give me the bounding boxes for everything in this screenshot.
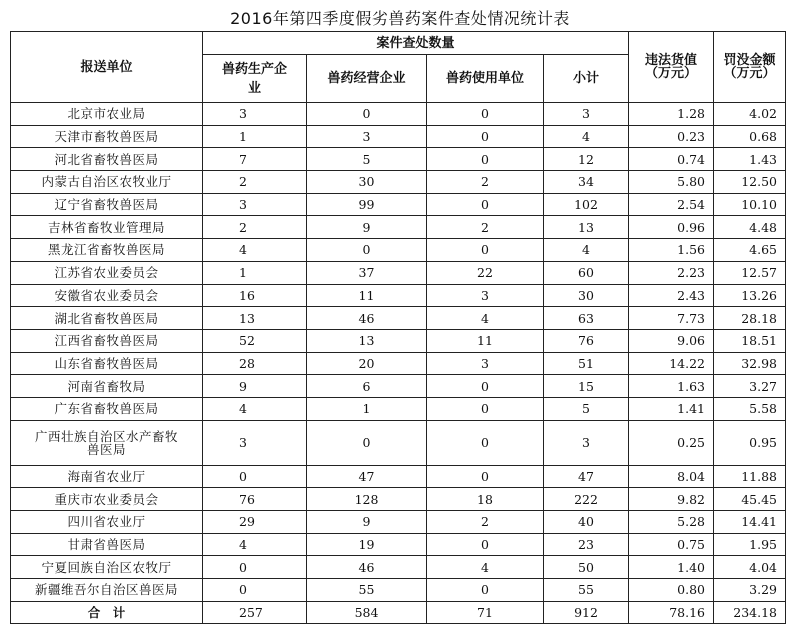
dealers-cell: 0 xyxy=(307,239,427,262)
unit-cell: 江苏省农业委员会 xyxy=(11,261,203,284)
users-cell: 2 xyxy=(427,171,544,194)
fine-amount-cell: 10.10 xyxy=(714,193,786,216)
subtotal-cell: 55 xyxy=(544,579,629,602)
unit-cell: 新疆维吾尔自治区兽医局 xyxy=(11,579,203,602)
subtotal-cell: 222 xyxy=(544,488,629,511)
table-row xyxy=(11,148,786,171)
table-row xyxy=(11,261,786,284)
table-row xyxy=(11,284,786,307)
users-cell: 0 xyxy=(427,193,544,216)
subtotal-cell: 3 xyxy=(544,420,629,465)
dealers-cell: 9 xyxy=(307,216,427,239)
header-producers: 兽药生产企业 xyxy=(203,55,307,103)
fine-amount-cell: 1.43 xyxy=(714,148,786,171)
producers-cell: 29 xyxy=(203,511,307,534)
header-users: 兽药使用单位 xyxy=(427,55,544,103)
table-row xyxy=(11,375,786,398)
dealers-cell: 13 xyxy=(307,329,427,352)
header-dealers: 兽药经营企业 xyxy=(307,55,427,103)
users-cell: 4 xyxy=(427,556,544,579)
subtotal-cell: 4 xyxy=(544,239,629,262)
table-body xyxy=(11,103,786,624)
producers-cell: 2 xyxy=(203,171,307,194)
users-cell: 0 xyxy=(427,465,544,488)
dealers-cell: 99 xyxy=(307,193,427,216)
dealers-cell: 19 xyxy=(307,533,427,556)
users-cell: 2 xyxy=(427,511,544,534)
table-row xyxy=(11,465,786,488)
users-cell: 2 xyxy=(427,216,544,239)
total-fine-amount-cell: 234.18 xyxy=(714,601,786,624)
table-row xyxy=(11,397,786,420)
unit-cell: 江西省畜牧兽医局 xyxy=(11,329,203,352)
producers-cell: 52 xyxy=(203,329,307,352)
table-row xyxy=(11,329,786,352)
illegal-value-cell: 8.04 xyxy=(629,465,714,488)
fine-amount-cell: 1.95 xyxy=(714,533,786,556)
producers-cell: 7 xyxy=(203,148,307,171)
unit-cell: 广东省畜牧兽医局 xyxy=(11,397,203,420)
subtotal-cell: 12 xyxy=(544,148,629,171)
users-cell: 0 xyxy=(427,148,544,171)
table-row xyxy=(11,352,786,375)
illegal-value-cell: 9.82 xyxy=(629,488,714,511)
unit-cell: 河北省畜牧兽医局 xyxy=(11,148,203,171)
subtotal-cell: 30 xyxy=(544,284,629,307)
unit-cell: 海南省农业厅 xyxy=(11,465,203,488)
unit-cell: 天津市畜牧兽医局 xyxy=(11,125,203,148)
fine-amount-cell: 4.65 xyxy=(714,239,786,262)
illegal-value-cell: 0.23 xyxy=(629,125,714,148)
subtotal-cell: 51 xyxy=(544,352,629,375)
subtotal-cell: 15 xyxy=(544,375,629,398)
producers-cell: 3 xyxy=(203,193,307,216)
dealers-cell: 3 xyxy=(307,125,427,148)
producers-cell: 76 xyxy=(203,488,307,511)
table-row xyxy=(11,420,786,465)
subtotal-cell: 47 xyxy=(544,465,629,488)
unit-cell: 北京市农业局 xyxy=(11,103,203,126)
fine-amount-cell: 3.27 xyxy=(714,375,786,398)
total-subtotal-cell: 912 xyxy=(544,601,629,624)
unit-cell: 四川省农业厅 xyxy=(11,511,203,534)
illegal-value-cell: 1.56 xyxy=(629,239,714,262)
subtotal-cell: 5 xyxy=(544,397,629,420)
unit-cell: 安徽省农业委员会 xyxy=(11,284,203,307)
dealers-cell: 1 xyxy=(307,397,427,420)
fine-amount-cell: 45.45 xyxy=(714,488,786,511)
producers-cell: 4 xyxy=(203,397,307,420)
illegal-value-cell: 2.23 xyxy=(629,261,714,284)
users-cell: 0 xyxy=(427,397,544,420)
users-cell: 0 xyxy=(427,375,544,398)
table-row xyxy=(11,239,786,262)
table-row xyxy=(11,171,786,194)
table-row xyxy=(11,125,786,148)
total-label: 合 计 xyxy=(11,601,203,624)
total-illegal-value-cell: 78.16 xyxy=(629,601,714,624)
dealers-cell: 55 xyxy=(307,579,427,602)
illegal-value-cell: 1.40 xyxy=(629,556,714,579)
producers-cell: 3 xyxy=(203,420,307,465)
unit-cell: 宁夏回族自治区农牧厅 xyxy=(11,556,203,579)
header-illegal-value: 违法货值 （万元） xyxy=(629,32,714,103)
table-row xyxy=(11,307,786,330)
total-users-cell: 71 xyxy=(427,601,544,624)
total-row xyxy=(11,601,786,624)
illegal-value-cell: 0.74 xyxy=(629,148,714,171)
fine-amount-cell: 5.58 xyxy=(714,397,786,420)
illegal-value-cell: 1.63 xyxy=(629,375,714,398)
fine-amount-cell: 32.98 xyxy=(714,352,786,375)
subtotal-cell: 23 xyxy=(544,533,629,556)
table-row xyxy=(11,488,786,511)
subtotal-cell: 13 xyxy=(544,216,629,239)
header-fine-amount: 罚没金额 （万元） xyxy=(714,32,786,103)
unit-cell: 河南省畜牧局 xyxy=(11,375,203,398)
users-cell: 18 xyxy=(427,488,544,511)
illegal-value-cell: 7.73 xyxy=(629,307,714,330)
producers-cell: 4 xyxy=(203,533,307,556)
dealers-cell: 6 xyxy=(307,375,427,398)
statistics-table xyxy=(10,31,786,624)
unit-cell: 广西壮族自治区水产畜牧 兽医局 xyxy=(11,420,203,465)
unit-cell: 吉林省畜牧业管理局 xyxy=(11,216,203,239)
subtotal-cell: 60 xyxy=(544,261,629,284)
illegal-value-cell: 0.75 xyxy=(629,533,714,556)
total-producers-cell: 257 xyxy=(203,601,307,624)
subtotal-cell: 102 xyxy=(544,193,629,216)
users-cell: 22 xyxy=(427,261,544,284)
table-row xyxy=(11,533,786,556)
illegal-value-cell: 14.22 xyxy=(629,352,714,375)
header-unit: 报送单位 xyxy=(11,32,203,103)
fine-amount-cell: 12.50 xyxy=(714,171,786,194)
fine-amount-cell: 0.95 xyxy=(714,420,786,465)
unit-cell: 山东省畜牧兽医局 xyxy=(11,352,203,375)
fine-amount-cell: 12.57 xyxy=(714,261,786,284)
fine-amount-cell: 4.04 xyxy=(714,556,786,579)
illegal-value-cell: 2.43 xyxy=(629,284,714,307)
dealers-cell: 5 xyxy=(307,148,427,171)
users-cell: 0 xyxy=(427,103,544,126)
producers-cell: 13 xyxy=(203,307,307,330)
unit-cell: 甘肃省兽医局 xyxy=(11,533,203,556)
users-cell: 0 xyxy=(427,125,544,148)
illegal-value-cell: 1.28 xyxy=(629,103,714,126)
dealers-cell: 20 xyxy=(307,352,427,375)
table-row xyxy=(11,511,786,534)
dealers-cell: 37 xyxy=(307,261,427,284)
users-cell: 3 xyxy=(427,284,544,307)
fine-amount-cell: 4.02 xyxy=(714,103,786,126)
fine-amount-cell: 0.68 xyxy=(714,125,786,148)
header-case-count: 案件查处数量 xyxy=(203,32,629,55)
table-row xyxy=(11,579,786,602)
fine-amount-cell: 13.26 xyxy=(714,284,786,307)
subtotal-cell: 3 xyxy=(544,103,629,126)
dealers-cell: 0 xyxy=(307,103,427,126)
producers-cell: 9 xyxy=(203,375,307,398)
dealers-cell: 128 xyxy=(307,488,427,511)
fine-amount-cell: 4.48 xyxy=(714,216,786,239)
dealers-cell: 46 xyxy=(307,556,427,579)
dealers-cell: 30 xyxy=(307,171,427,194)
subtotal-cell: 76 xyxy=(544,329,629,352)
table-row xyxy=(11,216,786,239)
illegal-value-cell: 1.41 xyxy=(629,397,714,420)
users-cell: 0 xyxy=(427,579,544,602)
producers-cell: 0 xyxy=(203,556,307,579)
users-cell: 4 xyxy=(427,307,544,330)
illegal-value-cell: 2.54 xyxy=(629,193,714,216)
fine-amount-cell: 28.18 xyxy=(714,307,786,330)
unit-cell: 湖北省畜牧兽医局 xyxy=(11,307,203,330)
dealers-cell: 46 xyxy=(307,307,427,330)
producers-cell: 2 xyxy=(203,216,307,239)
dealers-cell: 47 xyxy=(307,465,427,488)
users-cell: 3 xyxy=(427,352,544,375)
illegal-value-cell: 9.06 xyxy=(629,329,714,352)
producers-cell: 28 xyxy=(203,352,307,375)
illegal-value-cell: 0.25 xyxy=(629,420,714,465)
table-row xyxy=(11,193,786,216)
producers-cell: 3 xyxy=(203,103,307,126)
dealers-cell: 9 xyxy=(307,511,427,534)
subtotal-cell: 40 xyxy=(544,511,629,534)
subtotal-cell: 34 xyxy=(544,171,629,194)
users-cell: 0 xyxy=(427,533,544,556)
illegal-value-cell: 0.80 xyxy=(629,579,714,602)
unit-cell: 重庆市农业委员会 xyxy=(11,488,203,511)
fine-amount-cell: 3.29 xyxy=(714,579,786,602)
producers-cell: 0 xyxy=(203,579,307,602)
fine-amount-cell: 18.51 xyxy=(714,329,786,352)
subtotal-cell: 63 xyxy=(544,307,629,330)
subtotal-cell: 4 xyxy=(544,125,629,148)
table-row xyxy=(11,103,786,126)
users-cell: 0 xyxy=(427,420,544,465)
illegal-value-cell: 5.80 xyxy=(629,171,714,194)
unit-cell: 辽宁省畜牧兽医局 xyxy=(11,193,203,216)
total-dealers-cell: 584 xyxy=(307,601,427,624)
producers-cell: 16 xyxy=(203,284,307,307)
table-row xyxy=(11,556,786,579)
dealers-cell: 0 xyxy=(307,420,427,465)
unit-cell: 黑龙江省畜牧兽医局 xyxy=(11,239,203,262)
users-cell: 11 xyxy=(427,329,544,352)
producers-cell: 4 xyxy=(203,239,307,262)
illegal-value-cell: 0.96 xyxy=(629,216,714,239)
fine-amount-cell: 11.88 xyxy=(714,465,786,488)
dealers-cell: 11 xyxy=(307,284,427,307)
subtotal-cell: 50 xyxy=(544,556,629,579)
producers-cell: 0 xyxy=(203,465,307,488)
page-title: 2016年第四季度假劣兽药案件查处情况统计表 xyxy=(230,9,570,28)
fine-amount-cell: 14.41 xyxy=(714,511,786,534)
users-cell: 0 xyxy=(427,239,544,262)
producers-cell: 1 xyxy=(203,261,307,284)
illegal-value-cell: 5.28 xyxy=(629,511,714,534)
header-subtotal: 小计 xyxy=(544,55,629,103)
unit-cell: 内蒙古自治区农牧业厅 xyxy=(11,171,203,194)
producers-cell: 1 xyxy=(203,125,307,148)
